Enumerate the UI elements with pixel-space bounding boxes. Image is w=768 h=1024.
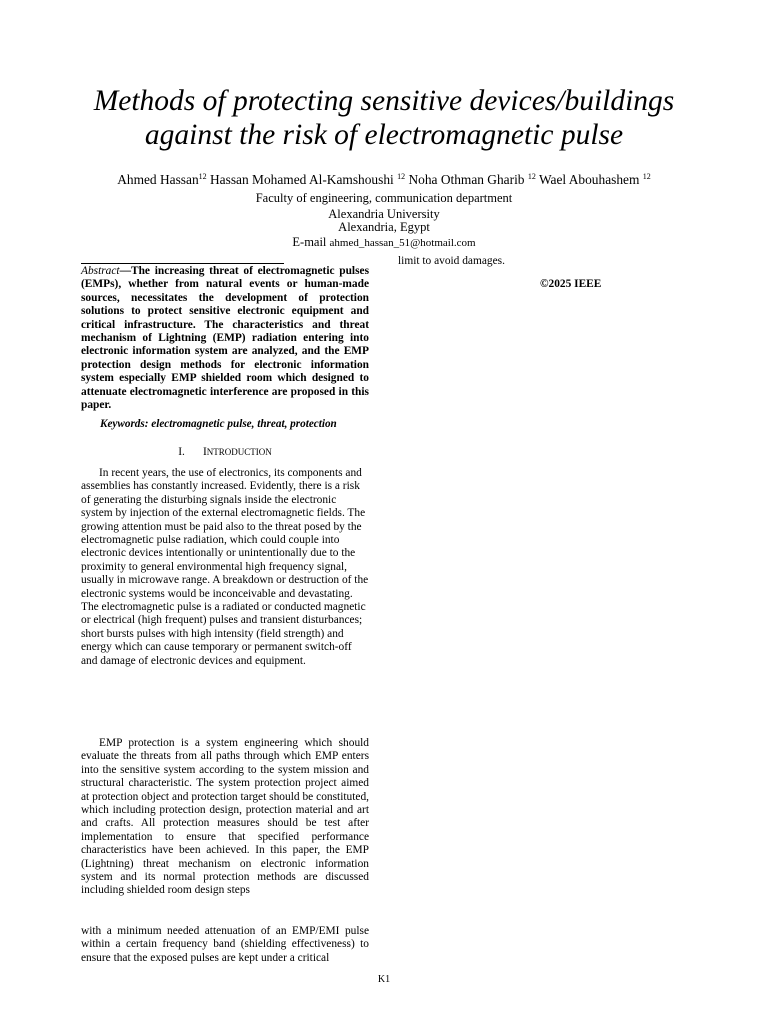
paper-title-line-1: Methods of protecting sensitive devices/buildings bbox=[93, 85, 675, 117]
section-title-rest: NTRODUCTION bbox=[206, 447, 272, 457]
affiliation-department: Faculty of engineering, communication department bbox=[255, 191, 513, 205]
abstract-divider bbox=[81, 263, 284, 264]
paper-title bbox=[40, 84, 728, 152]
affiliation-location: Alexandria, Egypt bbox=[338, 220, 430, 234]
author-list bbox=[0, 172, 768, 188]
author-affiliation-marker: 12 bbox=[198, 172, 207, 181]
keywords: Keywords: electromagnetic pulse, threat, protection bbox=[100, 418, 337, 430]
right-column-text: limit to avoid damages. bbox=[398, 255, 505, 267]
paper-title-line-2: against the risk of electromagnetic pulse bbox=[144, 119, 624, 151]
author-name: Wael Abouhashem bbox=[538, 172, 640, 187]
author-name: Hassan Mohamed Al-Kamshoushi bbox=[210, 172, 394, 187]
section-heading-introduction bbox=[81, 446, 369, 458]
abstract-dash: — bbox=[119, 265, 131, 277]
section-title-initial: I bbox=[202, 446, 207, 458]
author-affiliation-marker: 12 bbox=[642, 172, 651, 181]
section-number: I. bbox=[178, 446, 185, 458]
author-affiliation-marker: 12 bbox=[397, 172, 406, 181]
author-name: Noha Othman Gharib bbox=[408, 172, 525, 187]
abstract-text: The increasing threat of electromagnetic pulses (EMPs), whether from natural events or human-made sources, necessitates the development of protection solutions to protect sensitive electronic equipment and critical infrastructure. The characteristics and threat mechanism of Lightning (EMP) radiation entering into electronic information system are analyzed, and the EMP protection design methods for electronic information system especially EMP shielded room which designed to attenuate electromagnetic interference are proposed in this paper. bbox=[81, 265, 369, 412]
email-address: ahmed_hassan_51@hotmail.com bbox=[329, 237, 476, 249]
introduction-paragraph-2: EMP protection is a system engineering which should evaluate the threats from all paths through which EMP enters into the sensitive system according to the system mission and structural characteristic. The system protection project aimed at protection object and protection target should be constituted, which including protection design, protection material and art and crafts. All protection measures should be test after implementation to ensure that specified performance characteristics have been achieved. In this paper, the EMP (Lightning) threat mechanism on electronic information system and its normal protection methods are discussed including shielded room design steps bbox=[81, 737, 369, 897]
introduction-paragraph-1: In recent years, the use of electronics, its components and assemblies has constantly increased. Evidently, there is a risk of generating the disturbing signals inside the electronic system by injection of the external electromagnetic fields. The growing attention must be paid also to the threat posed by the electromagnetic pulse radiation, which could couple into electronic devices intentionally or unintentionally due to the proximity to general environmental high frequency signal, usually in microwave range. A breakdown or destruction of the electronic systems would be inconceivable and devastating. The electromagnetic pulse is a radiated or conducted magnetic or electrical (high frequent) pulses and transient disturbances; short bursts pulses with high intensity (field strength) and energy which can cause temporary or permanent switch-off and damage of electronic devices and equipment. bbox=[81, 467, 369, 667]
affiliation-university: Alexandria University bbox=[328, 207, 440, 221]
copyright-notice: ©2025 IEEE bbox=[540, 278, 602, 290]
page-number: K1 bbox=[377, 974, 391, 985]
author-name: Ahmed Hassan bbox=[117, 172, 199, 187]
abstract-label: Abstract bbox=[81, 265, 120, 277]
email-label: E-mail bbox=[292, 235, 327, 249]
abstract bbox=[81, 265, 369, 412]
affiliation-email bbox=[0, 235, 768, 250]
author-affiliation-marker: 12 bbox=[527, 172, 536, 181]
introduction-paragraph-2-continued: with a minimum needed attenuation of an EMP/EMI pulse within a certain frequency band (shielding effectiveness) to ensure that the exposed pulses are kept under a critical bbox=[81, 925, 369, 964]
